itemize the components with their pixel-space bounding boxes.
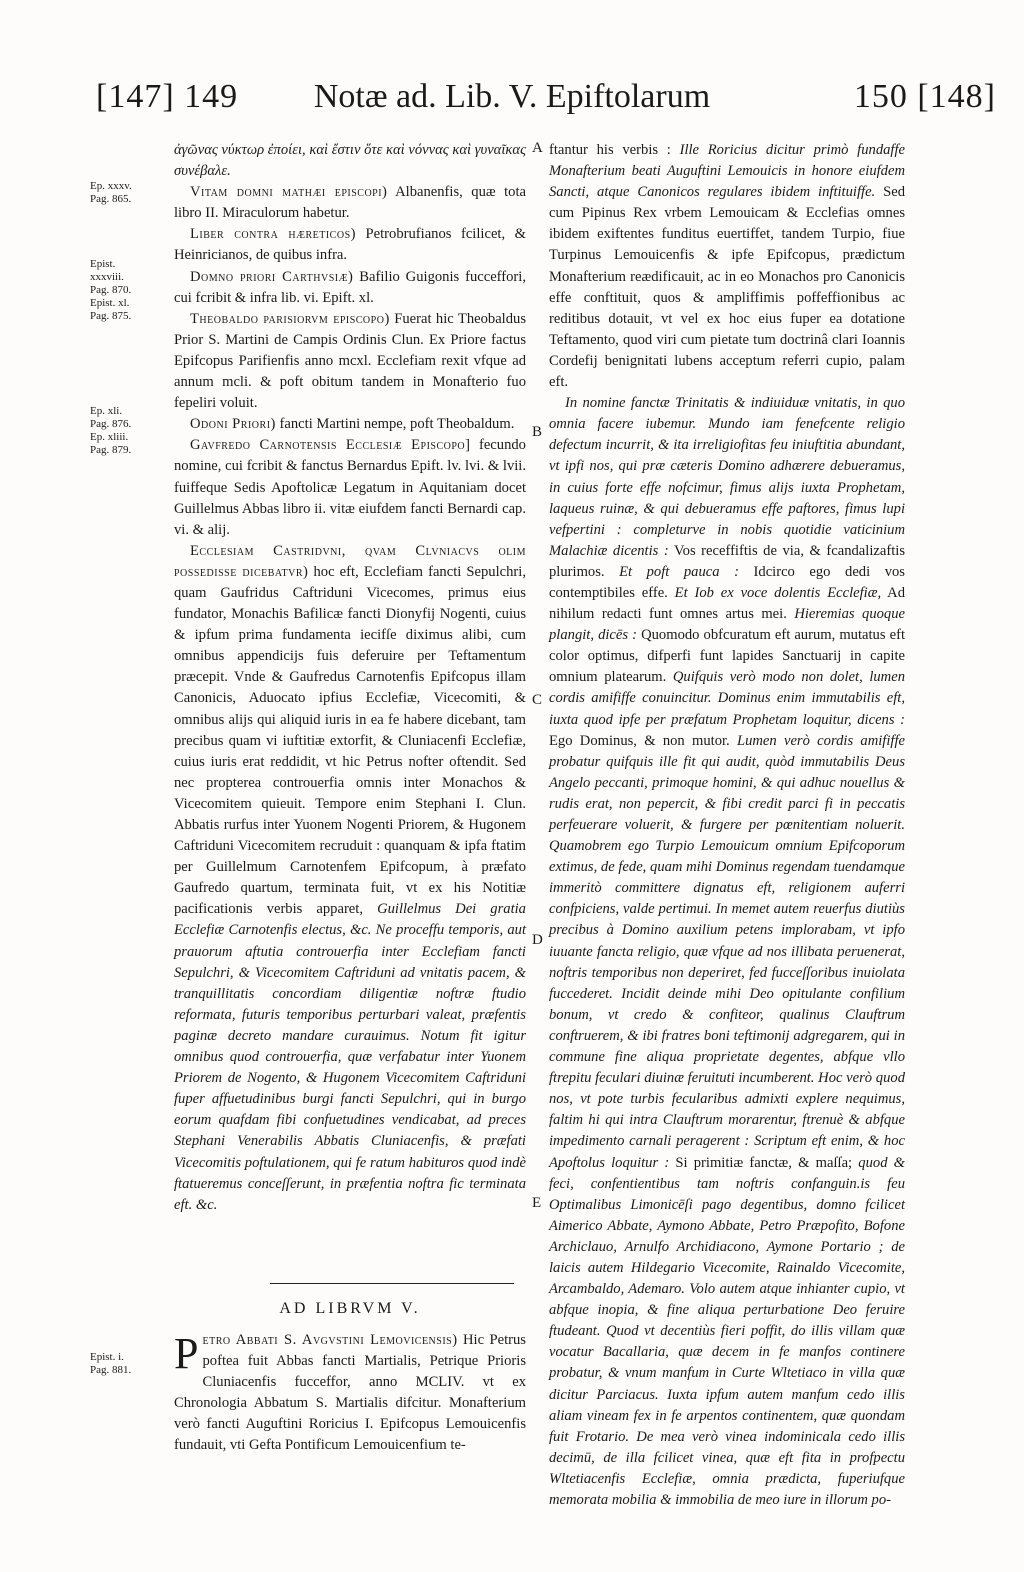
section-divider: [270, 1283, 514, 1284]
column-letter: B: [532, 424, 543, 440]
charter-text: In nomine fanctæ Trinitatis & indiuiduæ vnitatis, in quo omnia facere iubemur. Mundo iam fenefcente religio defectum incurrit, & ita irreligiofitas feu iniuftitia abundant, vt ipfi nos, qui præ cæteris Domino adhærere debueramus, in cuius forte effe nofcimur, fimus alijs iuxta Prophetam, laqueus ruinæ, & qui debueramus effe paftores, fimus lupi vefpertini : completurve in nobis quotidie vaticinium Malachiæ dicentis : Vos receffiftis de via, & fcandalizaftis plurimos. Et poft pauca : Idcirco ego dedi vos contemptibiles effe. Et Iob ex voce dolentis Ecclefiæ, Ad nihilum redacti funt omnes artus mei. Hieremias quoque plangit, dicēs : Quomodo obfcuratum eft aurum, mutatus eft color optimus, difperfi funt lapides Sanctuarij in capite omnium platearum. Quifquis verò modo non dolet, lumen cordis amififfe conuincitur. Dominus enim immutabilis eft, iuxta quod ipfe per præfatum Prophetam loquitur, dicens : Ego Dominus, & non mutor. Lumen verò cordis amififfe probatur quifquis ille fit qui audit, quòd immutabilis Deus Angelo peccanti, primoque homini, & qui adhuc nouellus & rudis erat, non pepercit, & fibi credit parci fi in peccatis perfeuerare voluerit, & furgere per pœnitentiam noluerit. Quamobrem ego Turpio Lemouicum omnium Epifcoporum extimus, de fede, quam mihi Dominus regendam tuendamque immeritò committere dignatus eft, religionem auferri confpiciens, valde pertimui. In memet autem reuerfus diutiùs precibus à Domino auxilium petens implorabam, vt ipfo iuuante fancta religio, quæ vfque ad nos illibata peruenerat, noftris temporibus non deperiret, fed fucceſſoribus inuiolata fuccederet. Incidit deinde mihi Deo opitulante confilium bonum, vt credo & confiteor, qualinus Clauftrum conftruerem, & ibi fratres boni teftimonij adgregarem, qui in commune fine aliqua proprietate degentes, abfque vllo ftrepitu feculari diuinæ feruituti incumberent. Hoc verò quod nos, vt pote turbis fecularibus admixti explere nequimus, faltim hi qui intra Clauftrum morarentur, ftrenuè & abfque impedimento carnali peragerent : Scriptum eft enim, & hoc Apoftolus loquitur : Si primitiæ fanctæ, & maſſa; quod & feci, confentientibus tam noftris confanguin.is feu Optimalibus Limonicēſi pago degentibus, domno fcilicet Aimerico Abbate, Aymono Abbate, Petro Præpofito, Bofone Archiclauo, Arnulfo Archidiacono, Aymone Portario ; de laicis autem Hildegario Vicecomite, Rainaldo Vicecomite, Arcambaldo, Ademaro. Volo autem atque inhianter cupio, vt abfque inopia, & fine aliqua perturbatione Deo feruire ftudeant. Quod vt decentiùs fieri poffit, do illis villam quæ vocatur Bacallaria, quæ decem in fe manfos continere probatur, & vnum manfum in Curte Wltetiaco in villa quæ dicitur Parciacus. Iuxta ipfum autem manfum cedo illis aliam vineam fex in fe arpentos continentem, quæ quondam fuit Frotario. De mea verò vinea indominicala cedo illis decimū, de illa fcilicet vinea, quæ eft fita in profpectu Wltetiacenfis Ecclefiæ, omnia prædicta, fuperiufque memorata mobilia & immobilia de meo iure in illorum po-: [549, 395, 906, 1508]
section-title: AD LIBRVM V.: [279, 1300, 421, 1317]
note-paragraph: Theobaldo parisiorvm episcopo) Fuerat hic Theobaldus Prior S. Martini de Campis Ordinis Clun. Ex Priore factus Epifcopus Parifienfis anno mcxl. Ecclefiam rexit vfque ad annum mcli. & poft obitum tandem in Monafterio fuo fepeliri voluit.: [174, 310, 527, 412]
note-paragraph: Gavfredo Carnotensis Ecclesiæ Episcopo] fecundo nomine, cui fcribit & fanctus Bernardus Epift. lv. lvi. & lvii. fuiffeque Sedis Apoftolicæ Legatum in Aquitaniam docet Guillelmus Abbas libro ii. vitæ eiufdem fancti Bernardi cap. vi. & alij.: [174, 437, 526, 538]
note-paragraph: Vitam domni mathæi episcopi) Albanenfis, quæ tota libro II. Miraculorum habetur.: [174, 184, 526, 222]
petro-paragraph: Petro Abbati S. Avgvstini Lemovicensis) Hic Petrus poftea fuit Abbas fancti Martialis, Petrique Prioris Cluniacenfis fucceffor, anno MCLIV. vt ex Chronologia Abbatum S. Martialis difcitur. Monafterium verò fancti Auguftini Roricius I. Epifcopus Lemouicenfis fundauit, vti Gefta Pontificum Lemouicenfium te-: [174, 1329, 526, 1454]
page-number-right: 150 [148]: [853, 78, 996, 115]
margin-note: Ep. xxxv. Pag. 865.: [90, 180, 132, 205]
note-paragraph: Liber contra hæreticos) Petrobrufianos fcilicet, & Heinricianos, de quibus infra.: [174, 226, 527, 264]
note-paragraph: Ecclesiam Castridvni, qvam Clvniacvs olim possedisse dicebatvr) hoc eft, Ecclefiam fancti Sepulchri, quam Gaufridus Caftriduni Vicecomes, primus eius fundator, Monachis Bafilicæ fancti Dionyfij Nogenti, cuius & ipfum prima fundamenta iecifſe diximus alibi, cum omnibus appendicijs fuis deferuire per Teftamentum præcepit. Vnde & Gaufredus Carnotenfis Epifcopus illam Canonicis, Aduocato ipfius Ecclefiæ, Vicecomiti, & omnibus alijs qui aliquid iuris in ea fe habere dicebant, tam precibus quam vi iuftitiæ extorfit, & Cluniacenfi Ecclefiæ, cuius iuris erat reddidit, vt hic Petrus nofter oftendit. Sed nec propterea controuerfia omnis inter Monachos & Vicecomitem quieuit. Tempore enim Stephani I. Clun. Abbatis rurfus inter Yuonem Nogenti Priorem, & Hugonem Caftriduni Vicecomitem recruduit : quanquam & ipfa ftatim per Guillelmum Carnotenfem Epifcopum, à præfato Gaufredo quartum, terminata fuit, vt ex his Notitiæ pacificationis verbis apparet, Guillelmus Dei gratia Ecclefiæ Carnotenfis electus, &c. Ne proceffu temporis, aut prauorum aftutia controuerfia inter Ecclefiam fancti Sepulchri, & Vicecomitem Caftriduni ad vnitatis pacem, & tranquillitatis concordiam diligentiæ noftræ ftudio reformata, futuris temporibus perturbari valeat, præfentis paginæ decreto mandare curauimus. Notum fit igitur omnibus quod controuerfia, quæ verfabatur inter Yuonem Priorem de Nogento, & Hugonem Vicecomitem Caftriduni fuper affuetudinibus burgi fancti Sepulchri, qui in burgo eorum quafdam fibi confuetudines vendicabat, ad preces Stephani Venerabilis Abbatis Cluniacenfis, & præfati Vicecomitis poftulationem, qui fe ratum habituros quod indè ftatueremus conceſſerunt, in præfentia noftra fic terminata eft. &c.: [174, 542, 526, 1213]
column-letter: C: [532, 692, 543, 708]
page-number-left: [147] 149: [96, 78, 239, 115]
running-title: Notæ ad. Lib. V. Epiftolarum: [313, 78, 711, 115]
column-letter: D: [532, 932, 543, 948]
drop-cap: P: [174, 1329, 199, 1378]
column-letter: A: [532, 140, 543, 156]
margin-note: Epist. xxxviii. Pag. 870. Epist. xl. Pag. 875.: [90, 258, 132, 322]
page-header: [0, 78, 1024, 128]
right-column: [549, 140, 905, 1511]
column-letter: E: [532, 1195, 542, 1211]
note-paragraph: Odoni Priori) fancti Martini nempe, poft Theobaldum.: [190, 416, 515, 433]
margin-note: Epist. i. Pag. 881.: [90, 1351, 132, 1376]
greek-text: ἀγῶνας νύκτωρ ἐποίει, καὶ ἔστιν ὅτε καὶ νόννας καὶ γυναῖκας συνέβαλε.: [174, 142, 526, 180]
left-column: [174, 140, 526, 1216]
note-paragraph: ftantur his verbis : Ille Roricius dicitur primò fundaffe Monafterium beati Auguftini Lemouicis in honore eiufdem Sancti, atque Canonicos regulares ibidem inftituiffe. Sed cum Pipinus Rex vrbem Lemouicam & Ecclefias omnes ibidem exiftentes funditus euertiffet, tandem Turpio, fiue Turpinus Lemouicenfis & ipfe Epifcopus, prædictum Monafterium reædificauit, ac in eo Monachos pro Canonicis effe conftituit, quos & ampliffimis poffeffionibus ac reditibus dotauit, vt vel ex hoc eius fuper ea dotatione Teftamento, quod viri cum pietate tum doctrinâ clari Ioannis Cordefij benignitati lubens acceptum referri cupio, palam eft.: [549, 142, 905, 391]
note-paragraph: Domno priori Carthvsiæ) Bafilio Guigonis fucceffori, cui fcribit & infra lib. vi. Epift. xl.: [174, 268, 526, 306]
margin-note: Ep. xli. Pag. 876. Ep. xliii. Pag. 879.: [90, 405, 132, 456]
